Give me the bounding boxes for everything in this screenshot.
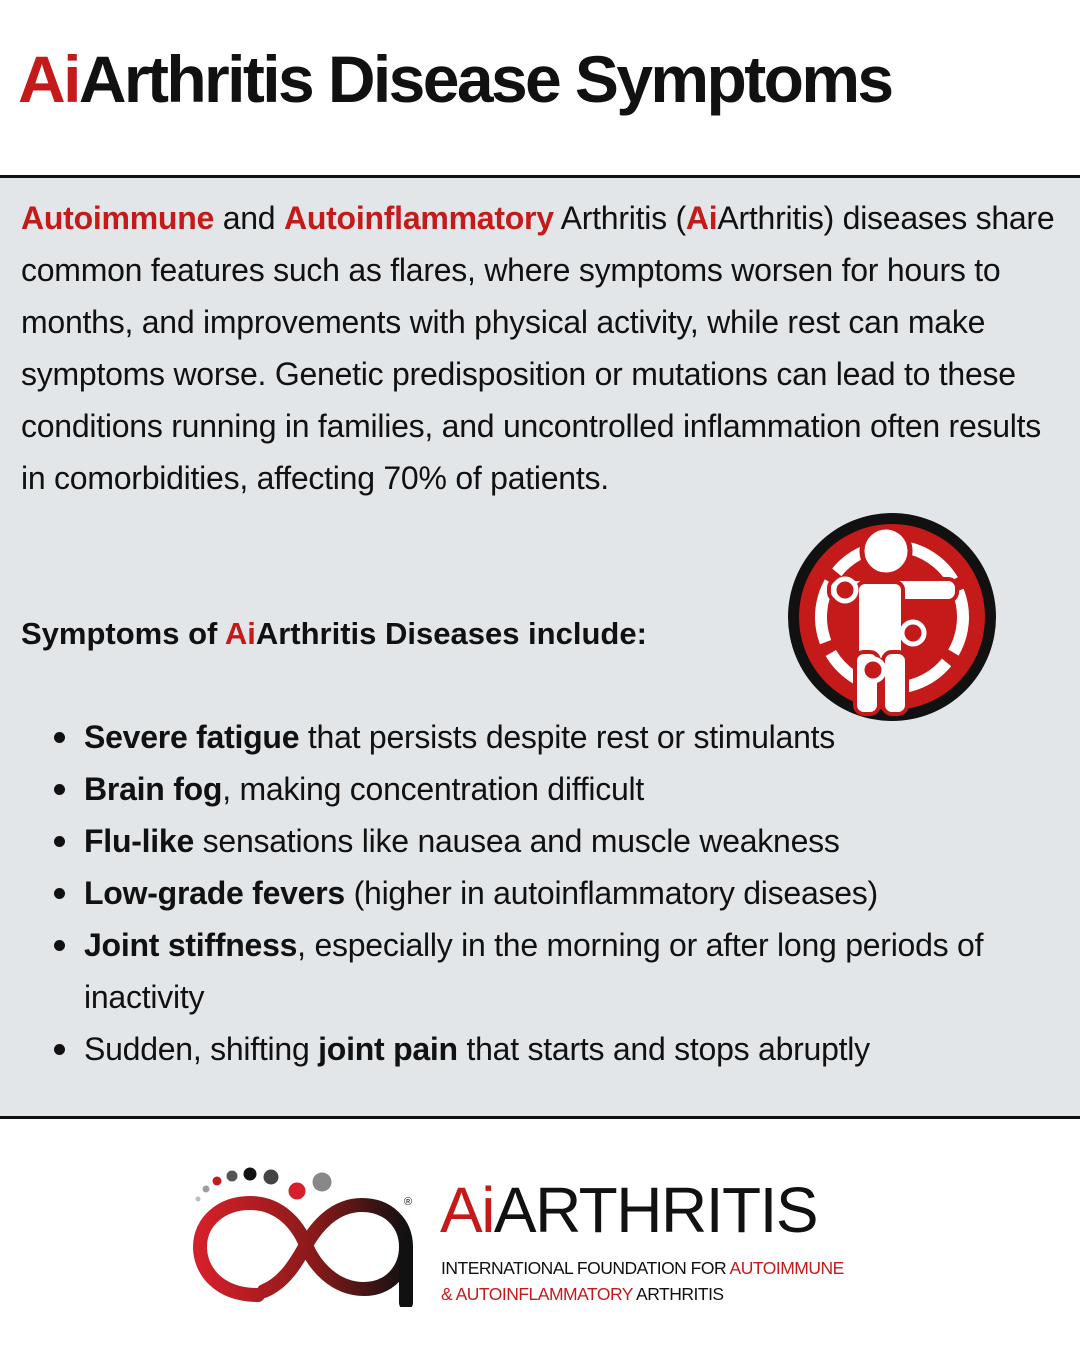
bullet-icon [54,940,65,951]
symptoms-heading-suffix: Arthritis Diseases include: [255,616,647,651]
foundation-subtitle [441,1255,844,1307]
intro-term-autoimmune: Autoimmune [21,200,215,236]
symptoms-heading-ai: Ai [224,616,256,651]
symptom-before: Sudden, shifting [84,1031,319,1067]
foundation-name-rest: ARTHRITIS [493,1174,818,1246]
symptoms-heading-prefix: Symptoms of [21,616,225,651]
subtitle-line1-black: INTERNATIONAL FOUNDATION FOR [441,1258,730,1278]
symptom-bold: Joint stiffness [84,927,298,963]
symptom-list [48,711,1058,1075]
list-item [48,867,1058,919]
list-item [48,919,1058,1023]
symptom-after: sensations like nausea and muscle weakness [194,823,840,859]
symptom-after: , making concentration difficult [222,771,645,807]
symptom-after: (higher in autoinflammatory diseases) [344,875,878,911]
subtitle-line2-red: & AUTOINFLAMMATORY [441,1284,633,1304]
intro-paragraph [21,192,1061,504]
title-text: Arthritis Disease Symptoms [78,42,892,116]
symptom-bold: joint pain [318,1031,458,1067]
list-item [48,711,1058,763]
registered-mark: ® [404,1196,413,1208]
content-panel [0,175,1080,1119]
foundation-logo-mark-icon [188,1165,418,1307]
title-ai-prefix: Ai [18,42,79,116]
intro-and: and [214,200,284,236]
list-item [48,763,1058,815]
person-joint-pain-icon [787,512,997,722]
symptoms-heading [21,608,647,660]
list-item [48,1023,1058,1075]
symptom-bold: Low-grade fevers [84,875,345,911]
subtitle-line1-red: AUTOIMMUNE [729,1258,844,1278]
symptom-bold: Severe fatigue [84,719,300,755]
symptom-after: that starts and stops abruptly [457,1031,870,1067]
symptom-after: , especially in the morning or after long periods of inactivity [84,927,984,1015]
intro-arthritis-open: Arthritis ( [553,200,686,236]
symptom-after: that persists despite rest or stimulants [299,719,836,755]
foundation-name-ai: Ai [440,1174,494,1246]
bullet-icon [54,888,65,899]
intro-term-autoinflammatory: Autoinflammatory [283,200,554,236]
bullet-icon [54,732,65,743]
bullet-icon [54,836,65,847]
symptom-bold: Brain fog [84,771,223,807]
intro-ai: Ai [685,200,718,236]
list-item [48,815,1058,867]
intro-arthritis-close: Arthritis) [717,200,834,236]
symptom-bold: Flu-like [84,823,195,859]
foundation-name [440,1172,817,1248]
subtitle-line2-black: ARTHRITIS [632,1284,724,1304]
page-title [18,34,892,124]
bullet-icon [54,784,65,795]
bullet-icon [54,1044,65,1055]
intro-body: diseases share common features such as flares, where symptoms worsen for hours to months, and improvements with physical activity, while rest can make symptoms worse. Genetic predisposition or mutations can lead to these conditions running in families, and uncontrolled inflammation often results in comorbidities, affecting 70% of patients. [21,200,1055,496]
